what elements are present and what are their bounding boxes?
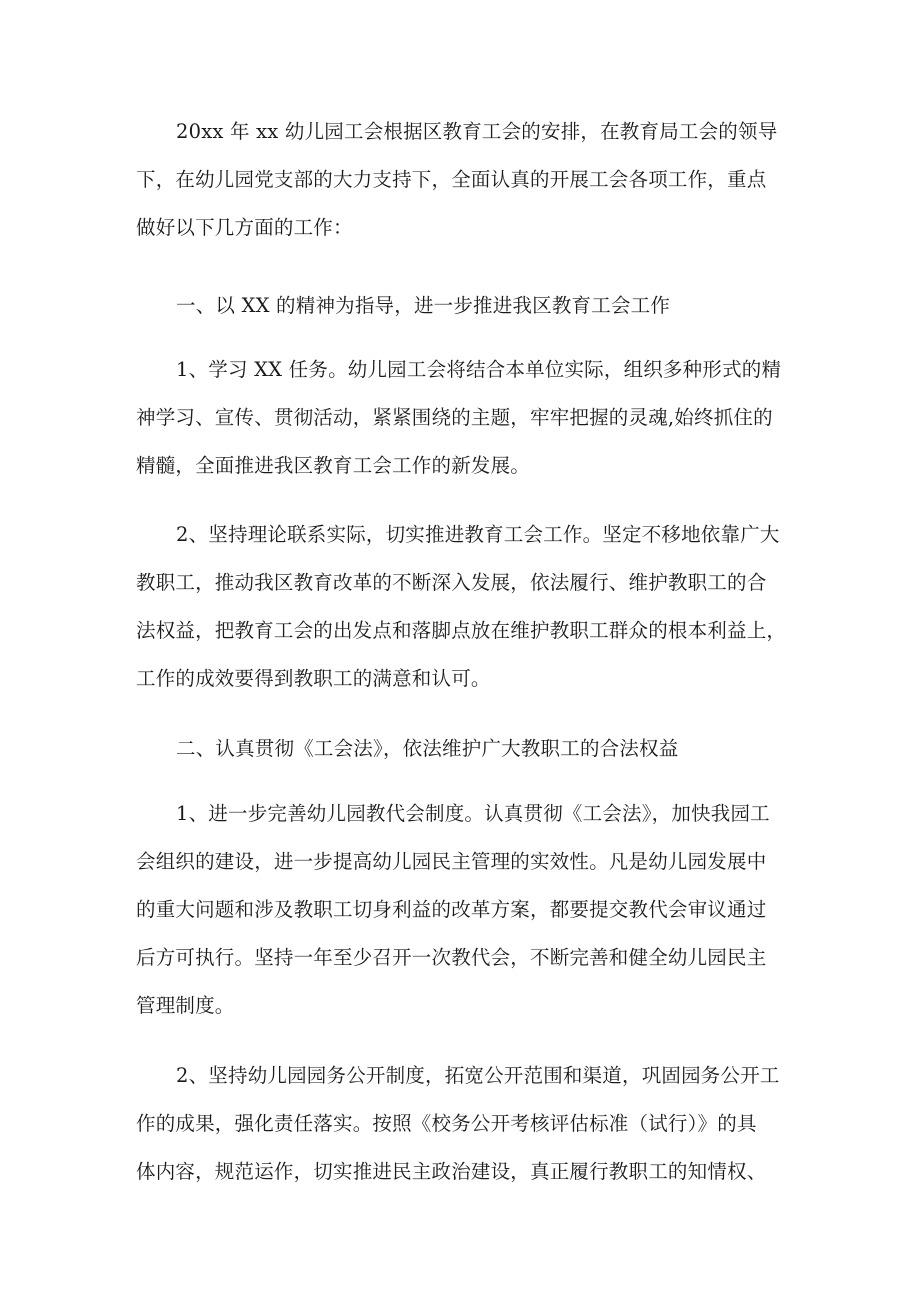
item-2-1-line-5: 管理制度。 <box>136 994 235 1017</box>
item-1-2-line-4: 工作的成效要得到教职工的满意和认可。 <box>136 667 491 690</box>
item-1-2-line-3: 法权益，把教育工会的出发点和落脚点放在维护教职工群众的根本利益上， <box>136 619 787 642</box>
item-2-1-line-4: 后方可执行。坚持一年至少召开一次教代会，不断完善和健全幼儿园民主 <box>136 946 767 969</box>
item-1-1-line-3: 精髓，全面推进我区教育工会工作的新发展。 <box>136 454 531 477</box>
item-1-2-line-1: 2、坚持理论联系实际，切实推进教育工会工作。坚定不移地依靠广大 <box>176 523 780 546</box>
intro-line-1: 20xx 年 xx 幼儿园工会根据区教育工会的安排，在教育局工会的领导 <box>176 120 778 143</box>
intro-line-3: 做好以下几方面的工作： <box>136 216 353 239</box>
item-2-2-line-3: 体内容，规范运作，切实推进民主政治建设，真正履行教职工的知情权、 <box>136 1160 767 1183</box>
item-1-2-line-2: 教职工，推动我区教育改革的不断深入发展，依法履行、维护教职工的合 <box>136 571 767 594</box>
item-1-1-line-1: 1、学习 XX 任务。幼儿园工会将结合本单位实际，组织多种形式的精 <box>176 358 782 381</box>
section-heading-1: 一、以 XX 的精神为指导，进一步推进我区教育工会工作 <box>176 294 671 317</box>
item-2-1-line-3: 的重大问题和涉及教职工切身利益的改革方案，都要提交教代会审议通过 <box>136 898 767 921</box>
item-2-1-line-1: 1、进一步完善幼儿园教代会制度。认真贯彻《工会法》，加快我园工 <box>176 802 770 825</box>
item-2-2-line-2: 作的成果，强化责任落实。按照《校务公开考核评估标准（试行）》的具 <box>136 1112 757 1135</box>
section-heading-2: 二、认真贯彻《工会法》，依法维护广大教职工的合法权益 <box>176 737 679 760</box>
item-2-1-line-2: 会组织的建设，进一步提高幼儿园民主管理的实效性。凡是幼儿园发展中 <box>136 850 767 873</box>
item-1-1-line-2: 神学习、宣传、贯彻活动，紧紧围绕的主题，牢牢把握的灵魂,始终抓住的 <box>136 406 773 429</box>
item-2-2-line-1: 2、坚持幼儿园园务公开制度，拓宽公开范围和渠道，巩固园务公开工 <box>176 1064 780 1087</box>
intro-line-2: 下，在幼儿园党支部的大力支持下，全面认真的开展工会各项工作，重点 <box>136 168 767 191</box>
